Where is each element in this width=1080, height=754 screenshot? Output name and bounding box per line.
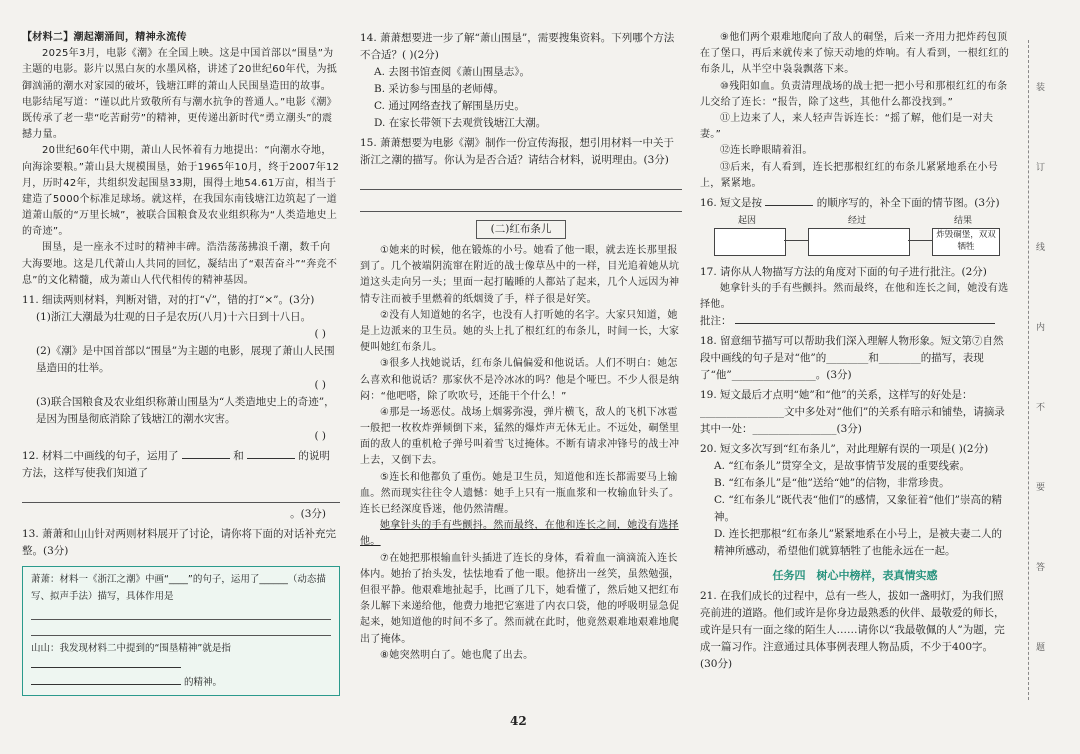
binding-char: 题 <box>1036 643 1046 653</box>
answer-paren[interactable]: ( ) <box>314 328 326 340</box>
answer-blank[interactable] <box>735 313 995 324</box>
binding-char: 装 <box>1036 83 1046 93</box>
question-12 <box>22 448 340 482</box>
question-17: 17. 请你从人物描写方法的角度对下面的句子进行批注。(2分) <box>700 265 987 278</box>
binding-char: 答 <box>1036 563 1046 573</box>
arrow-icon <box>908 240 932 241</box>
q17-quote: 她拿针头的手有些颤抖。然而最终，在他和连长之间，她没有选择他。 <box>700 282 1009 311</box>
q20-option: C. “红布条儿”既代表“他们”的感情，又象征着“他们”崇高的精神。 <box>714 494 1003 524</box>
story-para: ③很多人找她说话，红布条儿偏偏爱和他说话。人们不明白：她怎么喜欢和他说话？那家伙不是冷冰冰的吗？他是个哑巴。不少人很是纳闷：“他吧嗒，除了吹吹号，还能干个什么！” <box>360 358 680 402</box>
q14-option: A. 去图书馆查阅《萧山围垦志》。 <box>374 66 531 78</box>
story-para: ⑬后来，有人看到，连长把那根红红的布条儿紧紧地系在小号上，紧紧地。 <box>700 161 999 189</box>
flow-box-result: 炸毁硐堡，双双牺牲 <box>932 228 1000 256</box>
q11-item: (2)《潮》是中国首部以“围垦”为主题的电影，展现了萧山人民围垦造田的壮举。 <box>36 345 335 374</box>
q11-item: (3)联合国粮食及农业组织称萧山围垦为“人类造地史上的奇迹”，是因为围垦彻底消除了钱塘江的潮水灾害。 <box>36 396 335 425</box>
story-para: ⑦在她把那根输血针头插进了连长的身体，看着血一滴滴流入连长体内。她抬了抬头发，怯怯地看了他一眼。他挤出一丝笑，虽然勉强，但很平静。他艰难地扯起手，比画了几下，她看懂了，然后她又把红布条儿解下来递给他，他费力地把它塞进了内衣口袋，他的呼吸明显急促起来，她知道他的时间不多了。然而就在此时，他竟然艰难地艰难地爬出了掩体。 <box>360 552 680 645</box>
material-heading: 【材料二】潮起潮涌间，精神永流传 <box>22 32 187 43</box>
answer-line[interactable] <box>31 607 331 620</box>
question-20: 20. 短文多次写到“红布条儿”，对此理解有误的一项是( )(2分) <box>700 443 989 456</box>
q14-option: C. 通过网络查找了解围垦历史。 <box>374 100 525 112</box>
note-label: 批注： <box>700 315 732 328</box>
task-title: 任务四 树心中榜样，表真情实感 <box>772 569 938 583</box>
dialogue-text: 的精神。 <box>184 677 223 689</box>
arrow-icon <box>784 240 808 241</box>
dialogue-text-end <box>31 674 331 691</box>
q20-option: D. 连长把那根“红布条儿”紧紧地系在小号上，是被夫妻二人的精神所感动，希望他们就算牺牲了也能永远在一起。 <box>714 528 1002 558</box>
page-number: 42 <box>510 714 527 728</box>
binding-char: 订 <box>1036 163 1046 173</box>
answer-paren[interactable]: ( ) <box>314 379 326 391</box>
column-left <box>22 30 340 696</box>
answer-line[interactable] <box>22 484 340 503</box>
dialogue-shanshan <box>31 640 331 674</box>
q20-option: A. “红布条儿”贯穿全文，是故事情节发展的重要线索。 <box>714 460 970 473</box>
question-18: 18. 留意细节描写可以帮助我们深入理解人物形象。短文第⑦自然段中画线的句子是对“他”的________和________的描写，表现了“他”________________。(3分) <box>700 335 1004 382</box>
answer-blank[interactable] <box>31 674 181 685</box>
binding-char: 要 <box>1036 483 1046 493</box>
section-title <box>360 220 682 239</box>
q14-option: B. 采访参与围垦的老师傅。 <box>374 83 504 95</box>
binding-char: 不 <box>1036 403 1046 413</box>
question-15: 15. 萧萧想要为电影《潮》制作一份宣传海报，想引用材料一中关于浙江之潮的描写。你认为是否合适？请结合材料，说明理由。(3分) <box>360 137 675 166</box>
question-11: 11. 细读两则材料，判断对错，对的打“√”，错的打“×”。(3分) <box>22 294 315 306</box>
story-para: ⑨他们两个艰难地爬向了敌人的硐堡，后来一齐用力把炸药包顶在了堡口，再后来就传来了惊天动地的炸响。有人看到，一根红红的布条儿，从半空中袅袅飘落下来。 <box>700 32 1009 76</box>
story-para: ①她来的时候，他在锻炼的小号。她看了他一眼，就去连长那里报到了。几个被端阴流窜在附近的战士像草丛中的一样，目光追着她从坑道这头走向另一头；里面一起打瞌睡的人都站了起来，几个人远因为神情专注而被手里燃着的纸烟烫了手，样子很是好笑。 <box>360 245 680 305</box>
answer-paren[interactable]: ( ) <box>314 430 326 442</box>
story-para: ⑫连长睁眼睛着泪。 <box>720 145 813 157</box>
plot-flowchart <box>700 214 1010 260</box>
answer-blank[interactable] <box>182 448 230 459</box>
q16-text: 16. 短文是按 <box>700 196 763 209</box>
q16-text: 的顺序写的，补全下面的情节图。(3分) <box>816 196 1000 209</box>
material-para: 2025年3月，电影《潮》在全国上映。这是中国首部以“围垦”为主题的电影。影片以黑白灰的水墨风格，讲述了20世纪60年代，为抵御汹涌的潮水对家园的破坏，钱塘江畔的萧山人民围垦造田的故事。电影结尾写道：“谨以此片致敬所有与潮水抗争的普通人。”电影《潮》既传承了老一辈“吃苦耐劳”的精神，更传递出新时代“勇立潮头”的震撼力量。 <box>22 48 338 141</box>
flow-label-process: 经过 <box>848 215 867 226</box>
material-para: 20世纪60年代中期，萧山人民怀着有力地提出：“向潮水夺地，向海涂要粮。”萧山县大规模围垦，始于1965年10月，终于2007年12月，历时42年，共组织发起围垦33期，围得土地54.61万亩，相当于建造了5000个标准足球场。就这样，在我国东南钱塘江边筑起了一道道萧山版的“万里长城”，被联合国粮食及农业组织称为“人类造地史上的奇迹”。 <box>22 145 340 238</box>
q17-note <box>700 313 1010 330</box>
column-middle <box>360 30 682 664</box>
answer-line[interactable] <box>360 193 682 212</box>
question-21: 21. 在我们成长的过程中，总有一些人，拔如一盏明灯，为我们照亮前进的道路。他们或许是你身边最熟悉的伙伴、最敬爱的师长，或许是只有一面之缘的陌生人……请你以“我最敬佩的人”为题，完成一篇习作。注意通过具体事例表理人物品质，不少于400字。(30分) <box>700 590 1005 671</box>
question-13: 13. 萧萧和山山针对两则材料展开了讨论，请你将下面的对话补充完整。(3分) <box>22 528 337 557</box>
question-16 <box>700 195 1010 212</box>
answer-line[interactable] <box>31 623 331 636</box>
question-19: 19. 短文最后才点明“她”和“他”的关系，这样写的好处是：________________文中多处对“他们”的关系有暗示和铺垫，请摘录其中一处：________________(3分) <box>700 389 1005 436</box>
binding-char: 内 <box>1036 323 1046 333</box>
story-para: ⑩残阳如血。负责清理战场的战士把一把小号和那根红红的布条儿交给了连长：“报告，除了这些，其他什么都没找到。” <box>700 80 1008 108</box>
q12-score: 。(3分) <box>290 508 326 520</box>
binding-line <box>1028 40 1049 700</box>
dialogue-box <box>22 566 340 696</box>
story-para: ⑧她突然明白了。她也爬了出去。 <box>380 649 534 661</box>
answer-blank[interactable] <box>765 195 813 206</box>
story-para: ⑪上边来了人，来人轻声告诉连长：“摇了解，他们是一对夫妻。” <box>700 112 994 141</box>
material-para: 围垦，是一座永不过时的精神丰碑。浩浩荡荡拂浪千潮，数千向大海要地。这是几代萧山人共同的回忆，凝结出了“艰苦奋斗”“奔竞不息”的文化精髓，成为萧山人代代相传的精神基因。 <box>22 242 338 286</box>
question-14: 14. 萧萧想要进一步了解“萧山围垦”，需要搜集资料。下列哪个方法不合适？( )(2分) <box>360 32 675 61</box>
answer-blank[interactable] <box>247 448 295 459</box>
flow-label-cause: 起因 <box>738 215 757 226</box>
story-para: ④那是一场恶仗。战场上烟雾弥漫，弹片横飞，敌人的飞机下冰雹一般把一枚枚炸弹倾倒下来，猛然的爆炸声无休无止。不远处，硐堡里面的敌人的重机枪子弹号叫着雪飞过掩体。不断有请求冲锋号的战士冲上去，又倒下去。 <box>360 406 680 467</box>
q12-text: 12. 材料二中画线的句子，运用了 <box>22 450 179 462</box>
binding-char: 线 <box>1036 243 1046 253</box>
section-title-text: (二)红布条儿 <box>476 220 567 239</box>
dialogue-xiaoxiao: 萧萧：材料一《浙江之潮》中画“____”的句子，运用了______（动态描写、拟声手法）描写，具体作用是 <box>31 574 326 603</box>
story-para: ②没有人知道她的名字，也没有人打听她的名字。大家只知道，她是上边派来的卫生员。她的头上扎了根红红的布条儿，时间一长，大家便叫她红布条儿。 <box>360 309 680 354</box>
q11-item: (1)浙江大潮最为壮观的日子是农历(八月)十六日到十八日。 <box>36 311 312 323</box>
flow-box-process[interactable] <box>808 228 910 256</box>
story-para: 她拿针头的手有些颤抖。然而最终，在他和连长之间，她没有选择他。 <box>360 520 679 548</box>
flow-box-cause[interactable] <box>714 228 786 256</box>
column-right <box>700 30 1010 673</box>
q12-text: 和 <box>233 450 244 462</box>
q12-text: 的说明方法，这样写使我们知道了 <box>22 450 330 479</box>
answer-blank[interactable] <box>31 657 181 668</box>
flow-label-result: 结果 <box>954 215 973 226</box>
q20-option: B. “红布条儿”是“他”送给“她”的信物，非常珍贵。 <box>714 477 950 490</box>
q14-option: D. 在家长带领下去观赏钱塘江大潮。 <box>374 117 547 129</box>
answer-line[interactable] <box>360 171 682 190</box>
dialogue-text: 山山：我发现材料二中提到的“围垦精神”就是指 <box>31 643 231 655</box>
story-para: ⑤连长和他都负了重伤。她是卫生员，知道他和连长都需要马上输血。然而现实往往令人遗憾：她手上只有一瓶血浆和一枚输血针头了。连长已经深度昏迷，他仍然清醒。 <box>360 471 680 515</box>
